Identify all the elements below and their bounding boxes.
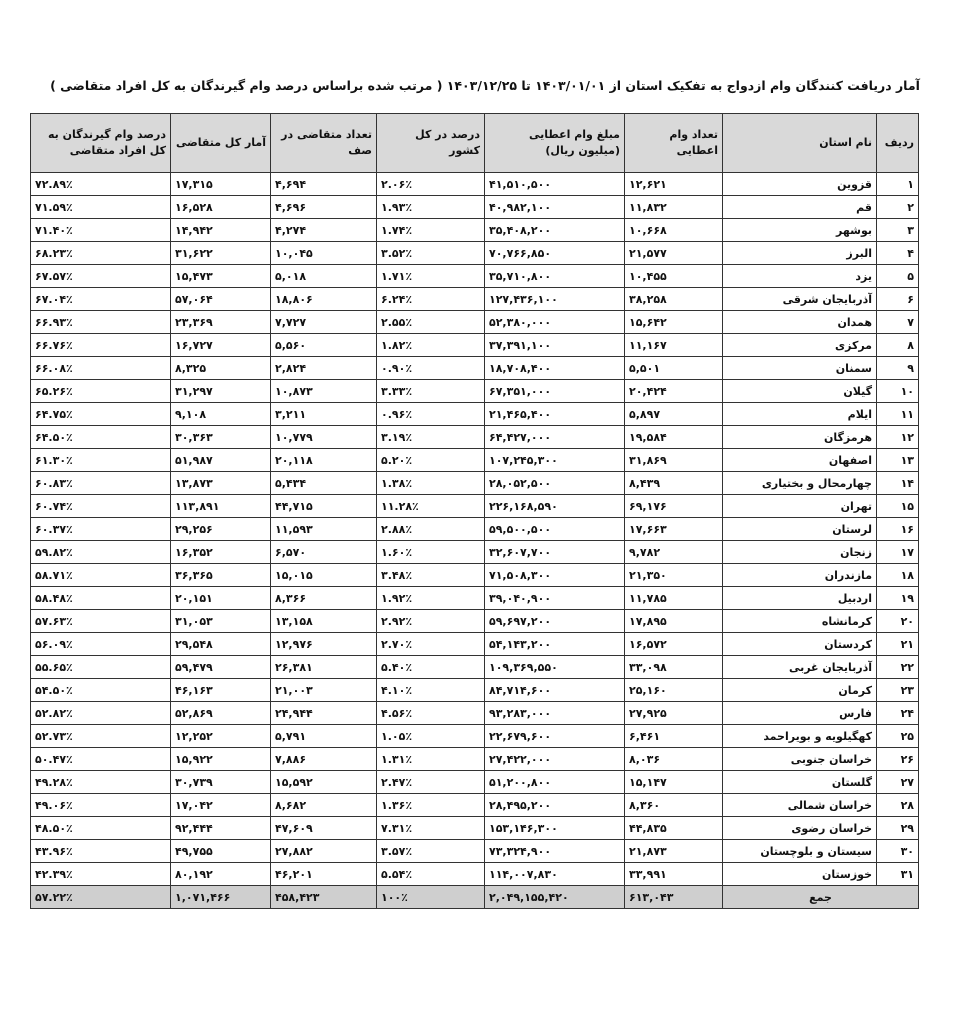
- cell-loan-amount: ۶۷,۳۵۱,۰۰۰: [485, 380, 625, 403]
- cell-country-share: ۱.۳۱٪: [377, 748, 485, 771]
- cell-rank: ۷: [877, 311, 919, 334]
- table-row: [31, 702, 919, 725]
- cell-rank: ۲۶: [877, 748, 919, 771]
- cell-queue: ۲۶,۳۸۱: [271, 656, 377, 679]
- cell-loan-count: ۱۱,۷۸۵: [625, 587, 723, 610]
- cell-applicants: ۱۶,۳۵۲: [171, 541, 271, 564]
- table-row: [31, 656, 919, 679]
- cell-loan-count: ۶۹,۱۷۶: [625, 495, 723, 518]
- total-loan-count: ۶۱۳,۰۴۳: [625, 886, 723, 909]
- cell-queue: ۵,۰۱۸: [271, 265, 377, 288]
- cell-country-share: ۱.۳۸٪: [377, 472, 485, 495]
- cell-applicants: ۸۰,۱۹۲: [171, 863, 271, 886]
- cell-country-share: ۱۱.۲۸٪: [377, 495, 485, 518]
- table-row: [31, 196, 919, 219]
- cell-queue: ۲۷,۸۸۲: [271, 840, 377, 863]
- cell-queue: ۴۴,۷۱۵: [271, 495, 377, 518]
- total-applicants: ۱,۰۷۱,۴۶۶: [171, 886, 271, 909]
- cell-province: خراسان جنوبی: [723, 748, 877, 771]
- cell-recipient-pct: ۶۶.۷۶٪: [31, 334, 171, 357]
- cell-applicants: ۳۰,۳۶۳: [171, 426, 271, 449]
- cell-province: ایلام: [723, 403, 877, 426]
- cell-loan-amount: ۳۲,۶۰۷,۷۰۰: [485, 541, 625, 564]
- cell-rank: ۱۳: [877, 449, 919, 472]
- table-row: [31, 334, 919, 357]
- cell-province: مرکزی: [723, 334, 877, 357]
- table-row: [31, 472, 919, 495]
- cell-loan-count: ۸,۰۳۶: [625, 748, 723, 771]
- table-row: [31, 288, 919, 311]
- cell-rank: ۱۴: [877, 472, 919, 495]
- cell-loan-count: ۱۲,۶۲۱: [625, 173, 723, 196]
- cell-country-share: ۳.۵۲٪: [377, 242, 485, 265]
- cell-recipient-pct: ۷۲.۸۹٪: [31, 173, 171, 196]
- cell-loan-count: ۶,۴۶۱: [625, 725, 723, 748]
- cell-country-share: ۱.۷۴٪: [377, 219, 485, 242]
- cell-recipient-pct: ۵۶.۰۹٪: [31, 633, 171, 656]
- cell-queue: ۶,۵۷۰: [271, 541, 377, 564]
- cell-province: خوزستان: [723, 863, 877, 886]
- table-row: [31, 794, 919, 817]
- cell-queue: ۴۶,۲۰۱: [271, 863, 377, 886]
- cell-rank: ۲۹: [877, 817, 919, 840]
- cell-province: سمنان: [723, 357, 877, 380]
- cell-rank: ۱۱: [877, 403, 919, 426]
- table-row: [31, 679, 919, 702]
- cell-province: اردبیل: [723, 587, 877, 610]
- cell-province: کهگیلویه و بویراحمد: [723, 725, 877, 748]
- cell-rank: ۲۵: [877, 725, 919, 748]
- cell-queue: ۱۵,۵۹۲: [271, 771, 377, 794]
- cell-rank: ۱۹: [877, 587, 919, 610]
- cell-loan-count: ۱۵,۶۴۲: [625, 311, 723, 334]
- cell-loan-amount: ۴۱,۵۱۰,۵۰۰: [485, 173, 625, 196]
- cell-recipient-pct: ۶۷.۵۷٪: [31, 265, 171, 288]
- cell-loan-count: ۱۱,۸۳۲: [625, 196, 723, 219]
- table-row: [31, 541, 919, 564]
- cell-applicants: ۴۹,۷۵۵: [171, 840, 271, 863]
- cell-recipient-pct: ۴۲.۳۹٪: [31, 863, 171, 886]
- cell-rank: ۲۱: [877, 633, 919, 656]
- cell-rank: ۱۸: [877, 564, 919, 587]
- cell-rank: ۲۲: [877, 656, 919, 679]
- cell-queue: ۱۰,۰۴۵: [271, 242, 377, 265]
- cell-recipient-pct: ۵۸.۷۱٪: [31, 564, 171, 587]
- cell-loan-count: ۱۱,۱۶۷: [625, 334, 723, 357]
- cell-country-share: ۱.۳۶٪: [377, 794, 485, 817]
- cell-country-share: ۱.۰۵٪: [377, 725, 485, 748]
- total-loan-amount: ۲,۰۴۹,۱۵۵,۴۲۰: [485, 886, 625, 909]
- cell-rank: ۶: [877, 288, 919, 311]
- cell-rank: ۱۶: [877, 518, 919, 541]
- cell-recipient-pct: ۶۶.۰۸٪: [31, 357, 171, 380]
- cell-applicants: ۵۲,۸۶۹: [171, 702, 271, 725]
- cell-queue: ۲۴,۹۴۴: [271, 702, 377, 725]
- header-rank: ردیف: [877, 114, 919, 173]
- table-body: [31, 173, 919, 909]
- cell-recipient-pct: ۴۳.۹۶٪: [31, 840, 171, 863]
- cell-recipient-pct: ۶۷.۰۴٪: [31, 288, 171, 311]
- cell-queue: ۱۸,۸۰۶: [271, 288, 377, 311]
- table-row: [31, 242, 919, 265]
- cell-rank: ۱۰: [877, 380, 919, 403]
- table-row: [31, 817, 919, 840]
- cell-loan-amount: ۳۷,۳۹۱,۱۰۰: [485, 334, 625, 357]
- cell-rank: ۳۰: [877, 840, 919, 863]
- cell-queue: ۱۲,۹۷۶: [271, 633, 377, 656]
- cell-country-share: ۵.۴۰٪: [377, 656, 485, 679]
- cell-province: گیلان: [723, 380, 877, 403]
- total-recipient-pct: ۵۷.۲۲٪: [31, 886, 171, 909]
- cell-applicants: ۵۷,۰۶۴: [171, 288, 271, 311]
- cell-loan-amount: ۲۲۶,۱۶۸,۵۹۰: [485, 495, 625, 518]
- table-row: [31, 357, 919, 380]
- cell-recipient-pct: ۶۰.۸۳٪: [31, 472, 171, 495]
- cell-rank: ۲۴: [877, 702, 919, 725]
- cell-rank: ۲۰: [877, 610, 919, 633]
- cell-province: آذربایجان شرقی: [723, 288, 877, 311]
- cell-province: خراسان رضوی: [723, 817, 877, 840]
- cell-loan-count: ۴۴,۸۳۵: [625, 817, 723, 840]
- cell-queue: ۴,۶۹۶: [271, 196, 377, 219]
- table-row: [31, 725, 919, 748]
- cell-province: کردستان: [723, 633, 877, 656]
- cell-country-share: ۰.۹۰٪: [377, 357, 485, 380]
- cell-loan-amount: ۵۹,۶۹۷,۲۰۰: [485, 610, 625, 633]
- cell-loan-amount: ۷۱,۵۰۸,۳۰۰: [485, 564, 625, 587]
- cell-rank: ۳۱: [877, 863, 919, 886]
- header-applicants: آمار کل متقاضی: [171, 114, 271, 173]
- cell-rank: ۵: [877, 265, 919, 288]
- cell-loan-count: ۱۹,۵۸۴: [625, 426, 723, 449]
- cell-province: البرز: [723, 242, 877, 265]
- cell-applicants: ۱۶,۵۲۸: [171, 196, 271, 219]
- cell-province: اصفهان: [723, 449, 877, 472]
- cell-queue: ۵,۵۶۰: [271, 334, 377, 357]
- cell-loan-count: ۲۱,۳۵۰: [625, 564, 723, 587]
- cell-province: گلستان: [723, 771, 877, 794]
- cell-applicants: ۱۳,۸۷۳: [171, 472, 271, 495]
- cell-rank: ۱۲: [877, 426, 919, 449]
- cell-loan-amount: ۲۲,۶۷۹,۶۰۰: [485, 725, 625, 748]
- cell-recipient-pct: ۴۸.۵۰٪: [31, 817, 171, 840]
- cell-rank: ۲۸: [877, 794, 919, 817]
- cell-province: لرستان: [723, 518, 877, 541]
- table-row: [31, 564, 919, 587]
- cell-loan-amount: ۶۴,۴۲۷,۰۰۰: [485, 426, 625, 449]
- cell-loan-count: ۱۰,۶۶۸: [625, 219, 723, 242]
- cell-queue: ۱۵,۰۱۵: [271, 564, 377, 587]
- cell-loan-amount: ۲۸,۰۵۲,۵۰۰: [485, 472, 625, 495]
- cell-recipient-pct: ۶۴.۷۵٪: [31, 403, 171, 426]
- cell-queue: ۲۱,۰۰۳: [271, 679, 377, 702]
- cell-country-share: ۲.۰۶٪: [377, 173, 485, 196]
- cell-applicants: ۹۲,۴۴۴: [171, 817, 271, 840]
- cell-country-share: ۲.۷۰٪: [377, 633, 485, 656]
- cell-rank: ۱۵: [877, 495, 919, 518]
- table-row: [31, 380, 919, 403]
- cell-loan-amount: ۳۵,۷۱۰,۸۰۰: [485, 265, 625, 288]
- cell-loan-amount: ۲۸,۴۹۵,۲۰۰: [485, 794, 625, 817]
- cell-rank: ۴: [877, 242, 919, 265]
- table-row: [31, 633, 919, 656]
- cell-applicants: ۲۳,۳۶۹: [171, 311, 271, 334]
- cell-applicants: ۳۶,۳۶۵: [171, 564, 271, 587]
- cell-recipient-pct: ۶۶.۹۳٪: [31, 311, 171, 334]
- cell-province: قزوین: [723, 173, 877, 196]
- cell-country-share: ۱.۸۲٪: [377, 334, 485, 357]
- cell-applicants: ۱۱۳,۸۹۱: [171, 495, 271, 518]
- table-row: [31, 748, 919, 771]
- cell-loan-amount: ۹۳,۲۸۳,۰۰۰: [485, 702, 625, 725]
- cell-loan-amount: ۳۹,۰۴۰,۹۰۰: [485, 587, 625, 610]
- cell-country-share: ۳.۱۹٪: [377, 426, 485, 449]
- cell-loan-count: ۲۵,۱۶۰: [625, 679, 723, 702]
- cell-province: آذربایجان غربی: [723, 656, 877, 679]
- cell-loan-count: ۲۰,۴۲۴: [625, 380, 723, 403]
- cell-province: خراسان شمالی: [723, 794, 877, 817]
- cell-loan-amount: ۱۸,۷۰۸,۴۰۰: [485, 357, 625, 380]
- cell-country-share: ۴.۱۰٪: [377, 679, 485, 702]
- cell-rank: ۱۷: [877, 541, 919, 564]
- total-queue: ۴۵۸,۴۲۳: [271, 886, 377, 909]
- cell-recipient-pct: ۶۰.۷۴٪: [31, 495, 171, 518]
- cell-queue: ۴,۲۷۴: [271, 219, 377, 242]
- cell-queue: ۴,۶۹۴: [271, 173, 377, 196]
- cell-applicants: ۱۲,۲۵۲: [171, 725, 271, 748]
- cell-recipient-pct: ۴۹.۰۶٪: [31, 794, 171, 817]
- cell-country-share: ۶.۲۴٪: [377, 288, 485, 311]
- cell-province: کرمان: [723, 679, 877, 702]
- cell-recipient-pct: ۵۷.۶۳٪: [31, 610, 171, 633]
- cell-recipient-pct: ۵۹.۸۲٪: [31, 541, 171, 564]
- cell-recipient-pct: ۵۵.۶۵٪: [31, 656, 171, 679]
- cell-country-share: ۵.۵۴٪: [377, 863, 485, 886]
- cell-loan-count: ۲۷,۹۲۵: [625, 702, 723, 725]
- cell-province: بوشهر: [723, 219, 877, 242]
- cell-applicants: ۳۱,۰۵۳: [171, 610, 271, 633]
- cell-country-share: ۲.۴۷٪: [377, 771, 485, 794]
- cell-province: چهارمحال و بختیاری: [723, 472, 877, 495]
- cell-loan-amount: ۱۵۳,۱۴۶,۳۰۰: [485, 817, 625, 840]
- cell-recipient-pct: ۶۱.۳۰٪: [31, 449, 171, 472]
- cell-applicants: ۱۵,۴۷۳: [171, 265, 271, 288]
- cell-loan-amount: ۵۹,۵۰۰,۵۰۰: [485, 518, 625, 541]
- cell-applicants: ۵۱,۹۸۷: [171, 449, 271, 472]
- cell-loan-amount: ۵۲,۳۸۰,۰۰۰: [485, 311, 625, 334]
- cell-loan-amount: ۴۰,۹۸۲,۱۰۰: [485, 196, 625, 219]
- cell-recipient-pct: ۵۸.۴۸٪: [31, 587, 171, 610]
- cell-loan-amount: ۷۳,۳۲۴,۹۰۰: [485, 840, 625, 863]
- cell-country-share: ۳.۵۷٪: [377, 840, 485, 863]
- header-row: [31, 114, 919, 173]
- cell-rank: ۲: [877, 196, 919, 219]
- cell-rank: ۳: [877, 219, 919, 242]
- cell-queue: ۵,۷۹۱: [271, 725, 377, 748]
- cell-country-share: ۱.۷۱٪: [377, 265, 485, 288]
- cell-loan-amount: ۲۱,۴۶۵,۴۰۰: [485, 403, 625, 426]
- table-row: [31, 265, 919, 288]
- cell-province: سیستان و بلوچستان: [723, 840, 877, 863]
- table-row: [31, 403, 919, 426]
- cell-recipient-pct: ۵۲.۷۳٪: [31, 725, 171, 748]
- cell-loan-count: ۳۸,۲۵۸: [625, 288, 723, 311]
- cell-recipient-pct: ۷۱.۵۹٪: [31, 196, 171, 219]
- cell-province: هرمزگان: [723, 426, 877, 449]
- cell-recipient-pct: ۵۴.۵۰٪: [31, 679, 171, 702]
- cell-loan-amount: ۱۲۷,۴۳۶,۱۰۰: [485, 288, 625, 311]
- cell-applicants: ۱۷,۳۱۵: [171, 173, 271, 196]
- cell-loan-count: ۳۳,۰۹۸: [625, 656, 723, 679]
- cell-country-share: ۲.۹۲٪: [377, 610, 485, 633]
- header-province: نام استان: [723, 114, 877, 173]
- cell-applicants: ۲۰,۱۵۱: [171, 587, 271, 610]
- cell-country-share: ۱.۹۲٪: [377, 587, 485, 610]
- cell-loan-amount: ۸۴,۷۱۴,۶۰۰: [485, 679, 625, 702]
- cell-country-share: ۱.۶۰٪: [377, 541, 485, 564]
- cell-applicants: ۱۶,۷۲۷: [171, 334, 271, 357]
- cell-applicants: ۸,۳۲۵: [171, 357, 271, 380]
- cell-queue: ۱۱,۵۹۳: [271, 518, 377, 541]
- cell-country-share: ۲.۸۸٪: [377, 518, 485, 541]
- cell-queue: ۸,۳۶۶: [271, 587, 377, 610]
- cell-loan-amount: ۱۰۷,۲۴۵,۳۰۰: [485, 449, 625, 472]
- cell-recipient-pct: ۶۴.۵۰٪: [31, 426, 171, 449]
- cell-province: یزد: [723, 265, 877, 288]
- cell-loan-amount: ۳۵,۴۰۸,۲۰۰: [485, 219, 625, 242]
- header-loan-amount: مبلغ وام اعطایی (میلیون ریال): [485, 114, 625, 173]
- table-row: [31, 840, 919, 863]
- cell-applicants: ۹,۱۰۸: [171, 403, 271, 426]
- cell-country-share: ۲.۵۵٪: [377, 311, 485, 334]
- cell-loan-count: ۳۱,۸۶۹: [625, 449, 723, 472]
- cell-applicants: ۱۷,۰۴۲: [171, 794, 271, 817]
- cell-recipient-pct: ۶۰.۳۷٪: [31, 518, 171, 541]
- cell-province: فارس: [723, 702, 877, 725]
- cell-loan-amount: ۱۱۴,۰۰۷,۸۳۰: [485, 863, 625, 886]
- cell-loan-count: ۱۷,۶۶۳: [625, 518, 723, 541]
- table-row: [31, 587, 919, 610]
- table-row: [31, 311, 919, 334]
- cell-recipient-pct: ۶۸.۲۳٪: [31, 242, 171, 265]
- header-recipient-pct: درصد وام گیرندگان به کل افراد متقاضی: [31, 114, 171, 173]
- cell-queue: ۲,۸۲۴: [271, 357, 377, 380]
- cell-applicants: ۳۱,۲۹۷: [171, 380, 271, 403]
- table-row: [31, 426, 919, 449]
- cell-applicants: ۲۹,۲۵۶: [171, 518, 271, 541]
- cell-loan-count: ۲۱,۵۷۷: [625, 242, 723, 265]
- cell-rank: ۲۳: [877, 679, 919, 702]
- cell-recipient-pct: ۷۱.۴۰٪: [31, 219, 171, 242]
- cell-loan-amount: ۷۰,۷۶۶,۸۵۰: [485, 242, 625, 265]
- header-country-share: درصد در کل کشور: [377, 114, 485, 173]
- cell-loan-count: ۱۵,۱۴۷: [625, 771, 723, 794]
- table-row: [31, 863, 919, 886]
- cell-loan-count: ۱۷,۸۹۵: [625, 610, 723, 633]
- cell-loan-count: ۱۰,۴۵۵: [625, 265, 723, 288]
- table-row: [31, 495, 919, 518]
- cell-loan-count: ۲۱,۸۷۳: [625, 840, 723, 863]
- cell-loan-amount: ۱۰۹,۳۶۹,۵۵۰: [485, 656, 625, 679]
- cell-queue: ۲۰,۱۱۸: [271, 449, 377, 472]
- cell-applicants: ۳۰,۷۳۹: [171, 771, 271, 794]
- cell-queue: ۱۰,۷۷۹: [271, 426, 377, 449]
- cell-applicants: ۱۵,۹۲۲: [171, 748, 271, 771]
- total-row: [31, 886, 919, 909]
- cell-loan-count: ۱۶,۵۷۲: [625, 633, 723, 656]
- table-row: [31, 219, 919, 242]
- cell-queue: ۸,۶۸۲: [271, 794, 377, 817]
- cell-applicants: ۳۱,۶۲۲: [171, 242, 271, 265]
- cell-applicants: ۵۹,۴۷۹: [171, 656, 271, 679]
- cell-applicants: ۱۴,۹۴۲: [171, 219, 271, 242]
- cell-province: مازندران: [723, 564, 877, 587]
- cell-loan-amount: ۵۴,۱۴۳,۲۰۰: [485, 633, 625, 656]
- loan-statistics-table: [30, 113, 919, 909]
- header-queue: تعداد متقاضی در صف: [271, 114, 377, 173]
- cell-rank: ۲۷: [877, 771, 919, 794]
- cell-queue: ۷,۷۲۷: [271, 311, 377, 334]
- cell-rank: ۹: [877, 357, 919, 380]
- cell-province: زنجان: [723, 541, 877, 564]
- cell-loan-count: ۹,۷۸۲: [625, 541, 723, 564]
- cell-queue: ۱۰,۸۷۳: [271, 380, 377, 403]
- cell-loan-amount: ۲۷,۴۲۲,۰۰۰: [485, 748, 625, 771]
- cell-recipient-pct: ۶۵.۲۶٪: [31, 380, 171, 403]
- page-title: آمار دریافت کنندگان وام ازدواج به تفکیک استان از ۱۴۰۳/۰۱/۰۱ تا ۱۴۰۳/۱۲/۲۵ ( مرتب شده براساس درصد وام گیرندگان به کل افراد متقاضی ): [50, 78, 920, 93]
- cell-loan-amount: ۵۱,۲۰۰,۸۰۰: [485, 771, 625, 794]
- cell-queue: ۷,۸۸۶: [271, 748, 377, 771]
- cell-loan-count: ۸,۳۶۰: [625, 794, 723, 817]
- cell-applicants: ۴۶,۱۶۳: [171, 679, 271, 702]
- cell-loan-count: ۸,۴۳۹: [625, 472, 723, 495]
- table-row: [31, 610, 919, 633]
- cell-loan-count: ۳۳,۹۹۱: [625, 863, 723, 886]
- cell-queue: ۱۳,۱۵۸: [271, 610, 377, 633]
- cell-country-share: ۳.۴۸٪: [377, 564, 485, 587]
- table-row: [31, 173, 919, 196]
- total-label: جمع: [723, 886, 919, 909]
- table-row: [31, 449, 919, 472]
- cell-country-share: ۳.۳۳٪: [377, 380, 485, 403]
- cell-loan-count: ۵,۵۰۱: [625, 357, 723, 380]
- cell-country-share: ۵.۲۰٪: [377, 449, 485, 472]
- cell-applicants: ۲۹,۵۴۸: [171, 633, 271, 656]
- cell-queue: ۵,۴۳۴: [271, 472, 377, 495]
- table-row: [31, 771, 919, 794]
- cell-country-share: ۴.۵۶٪: [377, 702, 485, 725]
- total-country-share: ۱۰۰٪: [377, 886, 485, 909]
- cell-province: همدان: [723, 311, 877, 334]
- cell-country-share: ۷.۳۱٪: [377, 817, 485, 840]
- cell-recipient-pct: ۴۹.۲۸٪: [31, 771, 171, 794]
- cell-province: کرمانشاه: [723, 610, 877, 633]
- cell-queue: ۳,۲۱۱: [271, 403, 377, 426]
- table-row: [31, 518, 919, 541]
- cell-country-share: ۱.۹۳٪: [377, 196, 485, 219]
- cell-rank: ۸: [877, 334, 919, 357]
- cell-province: قم: [723, 196, 877, 219]
- cell-queue: ۴۷,۶۰۹: [271, 817, 377, 840]
- cell-province: تهران: [723, 495, 877, 518]
- cell-recipient-pct: ۵۰.۴۷٪: [31, 748, 171, 771]
- header-loan-count: تعداد وام اعطایی: [625, 114, 723, 173]
- cell-loan-count: ۵,۸۹۷: [625, 403, 723, 426]
- cell-rank: ۱: [877, 173, 919, 196]
- cell-recipient-pct: ۵۲.۸۲٪: [31, 702, 171, 725]
- cell-country-share: ۰.۹۶٪: [377, 403, 485, 426]
